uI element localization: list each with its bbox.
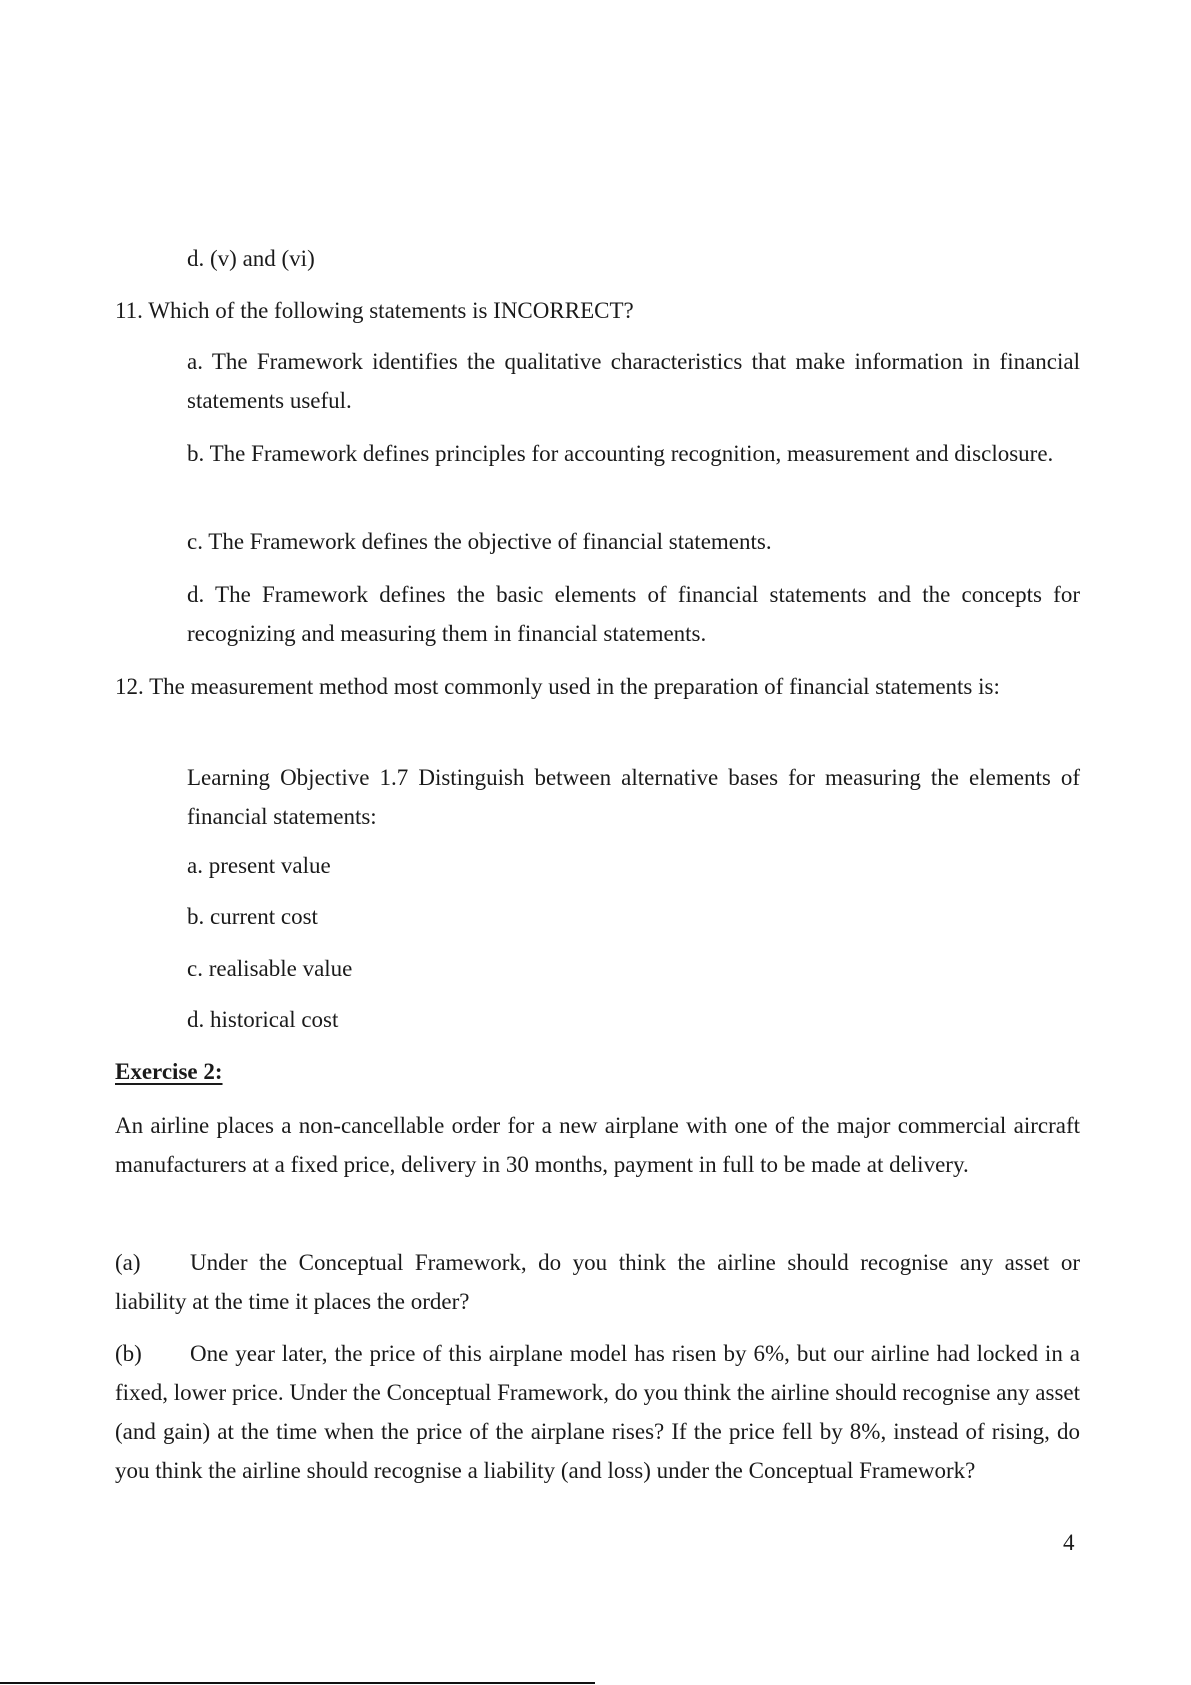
exercise-2-heading: Exercise 2: xyxy=(115,1059,223,1084)
question-12-stem: 12. The measurement method most commonly used in the preparation of financial statements is: xyxy=(115,674,1000,699)
exercise-2-part-b xyxy=(115,1334,1080,1490)
question-12-option-a: a. present value xyxy=(187,853,331,878)
question-12-option-d: d. historical cost xyxy=(187,1007,339,1032)
part-a-label: (a) xyxy=(115,1250,141,1275)
part-b-label: (b) xyxy=(115,1341,142,1366)
part-a-text: Under the Conceptual Framework, do you think the airline should recognise any asset or liability at the time it places the order? xyxy=(115,1250,1080,1314)
exercise-2-intro: An airline places a non-cancellable order for a new airplane with one of the major commercial aircraft manufacturers at a fixed price, delivery in 30 months, payment in full to be made at delivery. xyxy=(115,1113,1080,1177)
question-12-option-b: b. current cost xyxy=(187,904,318,929)
exercise-2-part-a xyxy=(115,1243,1080,1321)
question-11-option-d: d. The Framework defines the basic elements of financial statements and the concepts for recognizing and measuring them in financial statements. xyxy=(187,582,1080,646)
question-12-option-c: c. realisable value xyxy=(187,956,353,981)
question-11-option-b: b. The Framework defines principles for accounting recognition, measurement and disclosure. xyxy=(187,441,1054,466)
question-11-option-c: c. The Framework defines the objective of financial statements. xyxy=(187,529,772,554)
footer-rule xyxy=(0,1682,595,1684)
question-11-stem: 11. Which of the following statements is INCORRECT? xyxy=(115,298,634,323)
part-b-text: One year later, the price of this airplane model has risen by 6%, but our airline had locked in a fixed, lower price. Under the Conceptual Framework, do you think the airline should recognise any asset (and gain) at the time when the price of the airplane rises? If the price fell by 8%, instead of rising, do you think the airline should recognise a liability (and loss) under the Conceptual Framework? xyxy=(115,1341,1080,1483)
learning-objective: Learning Objective 1.7 Distinguish between alternative bases for measuring the elements of financial statements: xyxy=(187,765,1080,829)
page-number: 4 xyxy=(1063,1530,1075,1555)
question-11-option-a: a. The Framework identifies the qualitative characteristics that make information in financial statements useful. xyxy=(187,349,1080,413)
previous-question-option-d: d. (v) and (vi) xyxy=(187,246,315,271)
